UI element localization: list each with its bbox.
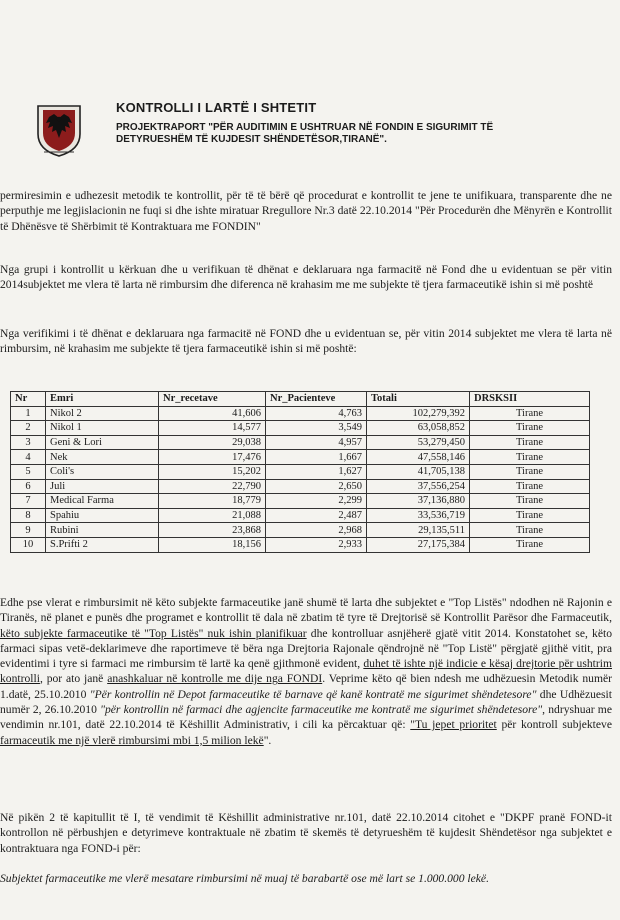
table-cell: Juli (46, 479, 159, 494)
table-cell: Tirane (470, 450, 590, 465)
table-cell: 10 (11, 537, 46, 552)
table-cell: 3 (11, 435, 46, 450)
albania-coat-of-arms-icon (34, 104, 84, 158)
table-cell: 2,650 (266, 479, 367, 494)
table-cell: 18,779 (159, 494, 266, 509)
table-cell: 41,606 (159, 406, 266, 421)
table-cell: 9 (11, 523, 46, 538)
table-cell: 29,038 (159, 435, 266, 450)
table-cell: 14,577 (159, 421, 266, 436)
table-cell: 2,487 (266, 508, 367, 523)
table-cell: 23,868 (159, 523, 266, 538)
table-cell: Nek (46, 450, 159, 465)
table-cell: 29,135,511 (367, 523, 470, 538)
reimbursement-table (10, 391, 590, 553)
col-nr-pacienteve: Nr_Pacienteve (266, 392, 367, 407)
table-cell: Tirane (470, 494, 590, 509)
paragraph-2: Nga grupi i kontrollit u kërkuan dhe u verifikuan të dhënat e deklaruara nga farmacitë në Fond dhe u evidentuan se për vitin 2014subjektet me vlera të larta në rimbursim dhe diferenca në krahasim me me subjekte të tjera farmaceutikë ishin si më poshtë (0, 263, 612, 292)
table-row (11, 435, 590, 450)
table-cell: Tirane (470, 537, 590, 552)
table-cell: 1,667 (266, 450, 367, 465)
table-row (11, 450, 590, 465)
table-cell: 37,556,254 (367, 479, 470, 494)
table-row (11, 494, 590, 509)
table-cell: 17,476 (159, 450, 266, 465)
table-cell: 1 (11, 406, 46, 421)
table-cell: 4 (11, 450, 46, 465)
table-cell: Tirane (470, 508, 590, 523)
table-cell: 33,536,719 (367, 508, 470, 523)
paragraph-3: Nga verifikimi i të dhënat e deklaruara nga farmacitë në FOND dhe u evidentuan se, për vitin 2014 subjektet me vlera të larta në rimbursim, në krahasim me subjekte të tjera farmaceutikë ishin si më poshtë: (0, 327, 612, 356)
table-cell: Geni & Lori (46, 435, 159, 450)
table-row (11, 523, 590, 538)
table-cell: Tirane (470, 523, 590, 538)
table-cell: S.Prifti 2 (46, 537, 159, 552)
paragraph-1: permiresimin e udhezesit metodik te kontrollit, për të të bërë që procedurat e kontrollit te jene te unifikuara, transparente dhe ne perputhje me legjislacionin ne fuqi si dhe ishte miratuar Rregullore Nr.3 datë 22.10.2014 "Për Procedurën dhe Mënyrën e Kontrollit të Dhënësve të Shërbimit të Kontraktuara me FONDIN" (0, 189, 612, 233)
table-cell: 47,558,146 (367, 450, 470, 465)
table-cell: Tirane (470, 421, 590, 436)
col-nr-recetave: Nr_recetave (159, 392, 266, 407)
table-cell: 27,175,384 (367, 537, 470, 552)
table-cell: 3,549 (266, 421, 367, 436)
col-drsksii: DRSKSII (470, 392, 590, 407)
table-row (11, 421, 590, 436)
table-cell: 4,763 (266, 406, 367, 421)
col-emri: Emri (46, 392, 159, 407)
table-cell: 2 (11, 421, 46, 436)
table-cell: Nikol 1 (46, 421, 159, 436)
table-cell: 1,627 (266, 464, 367, 479)
table-cell: Coli's (46, 464, 159, 479)
table-cell: 6 (11, 479, 46, 494)
table-cell: 4,957 (266, 435, 367, 450)
table-cell: 2,933 (266, 537, 367, 552)
table-cell: 37,136,880 (367, 494, 470, 509)
paragraph-5: Në pikën 2 të kapitullit të I, të vendimit të Këshillit administrative nr.101, datë 22.10.2014 citohet e "DKPF pranë FOND-it kontrollon në përbushjen e detyrimeve kontraktuale në zbatim të skemës të detyrueshëm të kujdesit Shëndetësor nga subjektet e kontraktuara nga FOND-i për: (0, 811, 612, 855)
report-subtitle: PROJEKTRAPORT "PËR AUDITIMIN E USHTRUAR NË FONDIN E SIGURIMIT TË DETYRUESHËM TË KUJDESIT SHËNDETËSOR,TIRANË". (116, 122, 494, 145)
table-cell: Spahiu (46, 508, 159, 523)
table-row (11, 537, 590, 552)
table-header-row (11, 392, 590, 407)
paragraph-4: Edhe pse vlerat e rimbursimit në këto subjekte farmaceutike janë shumë të larta dhe subjektet e "Top Listës" ndodhen në Rajonin e Tiranës, në planet e punës dhe programet e kontrollit të dala në zbatim të tyre të Drejtorisë së Kontrollit Parësor dhe Farmaceutik, këto subjekte farmaceutike të "Top Listës" nuk ishin planifikuar dhe kontrolluar asnjëherë gjatë vitit 2014. Konstatohet se, këto farmaci sipas vetë-deklarimeve dhe raportimeve të bëra nga Drejtoria Rajonale qëndrojnë në "Top Listë" përgjatë gjithë vitit, pra evidentimi i tyre si farmaci me rimbursim të lartë ka qenë gjithmonë evident, duhet të ishte një indicie e kësaj drejtorie për ushtrim kontrolli, por ato janë anashkaluar në kontrolle me dije nga FONDI. Veprime këto që bien ndesh me udhëzuesin Metodik numër 1.datë, 25.10.2010 "Për kontrollin në Depot farmaceutike të barnave që kanë kontratë me sigurimet shëndetesore" dhe Udhëzuesit numër 2, 26.10.2010 "për kontrollin në farmaci dhe agjencite farmaceutike me kontratë me sigurimet shëndetesore", ndryshuar me vendimin nr.101, datë 22.10.2014 të Këshillit Administrativ, i cili ka përcaktuar që: "Tu jepet prioritet për kontroll subjekteve farmaceutik me një vlerë rimbursimi mbi 1,5 milion lekë". (0, 596, 612, 747)
table-cell: Tirane (470, 464, 590, 479)
table-cell: 18,156 (159, 537, 266, 552)
table-cell: 21,088 (159, 508, 266, 523)
table-row (11, 479, 590, 494)
table-cell: Rubini (46, 523, 159, 538)
institution-title: KONTROLLI I LARTË I SHTETIT (116, 100, 317, 115)
table-cell: 102,279,392 (367, 406, 470, 421)
table-cell: 41,705,138 (367, 464, 470, 479)
table-row (11, 406, 590, 421)
col-nr: Nr (11, 392, 46, 407)
table-cell: 15,202 (159, 464, 266, 479)
table-row (11, 508, 590, 523)
table-cell: Tirane (470, 435, 590, 450)
table-cell: 53,279,450 (367, 435, 470, 450)
table-cell: 2,299 (266, 494, 367, 509)
table-cell: 2,968 (266, 523, 367, 538)
table-cell: 22,790 (159, 479, 266, 494)
table-cell: 8 (11, 508, 46, 523)
table-cell: 7 (11, 494, 46, 509)
paragraph-6: Subjektet farmaceutike me vlerë mesatare rimbursimi në muaj të barabartë ose më lart se 1.000.000 lekë. (0, 872, 489, 885)
table-cell: 5 (11, 464, 46, 479)
table-row (11, 464, 590, 479)
table-cell: Tirane (470, 406, 590, 421)
table-cell: Medical Farma (46, 494, 159, 509)
table-cell: Nikol 2 (46, 406, 159, 421)
col-totali: Totali (367, 392, 470, 407)
table-cell: 63,058,852 (367, 421, 470, 436)
table-cell: Tirane (470, 479, 590, 494)
